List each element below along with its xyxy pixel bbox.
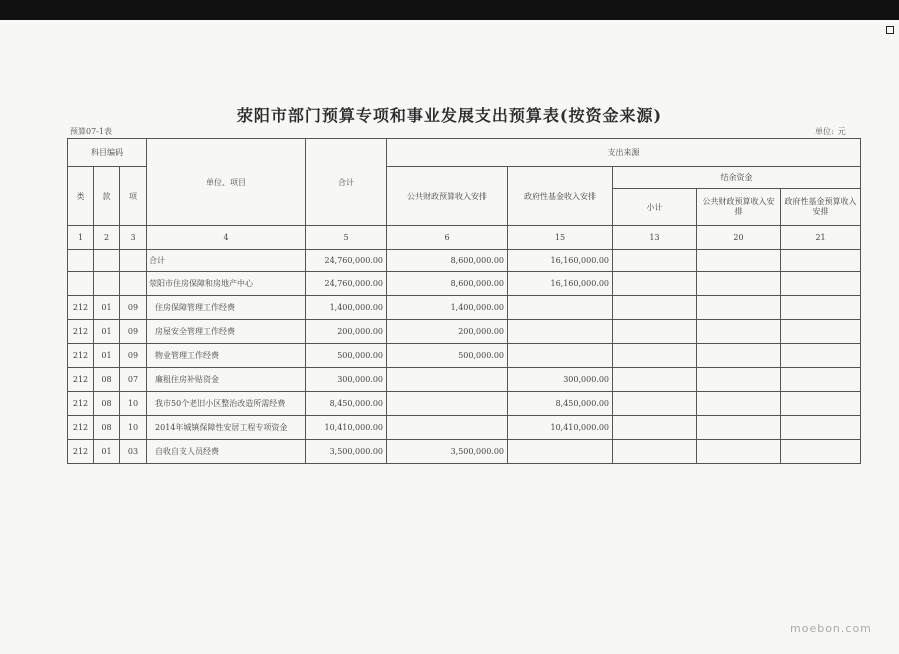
cell-total: 200,000.00 bbox=[306, 320, 387, 344]
budget-table bbox=[67, 138, 861, 464]
cell-name: 2014年城镇保障性安居工程专项资金 bbox=[147, 416, 306, 440]
cell-public bbox=[387, 416, 508, 440]
cell-lei: 212 bbox=[68, 368, 94, 392]
cell-total: 24,760,000.00 bbox=[306, 272, 387, 296]
cell-lei: 212 bbox=[68, 344, 94, 368]
cell-lei bbox=[68, 272, 94, 296]
lei-header: 类 bbox=[68, 167, 94, 226]
cell-fund: 8,450,000.00 bbox=[508, 392, 613, 416]
cell-kuan bbox=[94, 272, 120, 296]
cell-name: 荥阳市住房保障和房地产中心 bbox=[147, 272, 306, 296]
subject-code-header: 科目编码 bbox=[68, 139, 147, 167]
cell-name: 合计 bbox=[147, 250, 306, 272]
cell-name: 廉租住房补贴资金 bbox=[147, 368, 306, 392]
table-row bbox=[68, 440, 861, 464]
cell-fund: 10,410,000.00 bbox=[508, 416, 613, 440]
cell-total: 24,760,000.00 bbox=[306, 250, 387, 272]
cell-fund bbox=[508, 296, 613, 320]
cell-lei bbox=[68, 250, 94, 272]
cell-xiang bbox=[120, 272, 147, 296]
cell-fund: 16,160,000.00 bbox=[508, 272, 613, 296]
cell-lei: 212 bbox=[68, 416, 94, 440]
cell-carryover-public bbox=[697, 250, 781, 272]
gov-fund-header: 政府性基金收入安排 bbox=[508, 167, 613, 226]
cell-lei: 212 bbox=[68, 320, 94, 344]
cell-total: 1,400,000.00 bbox=[306, 296, 387, 320]
cell-subtotal bbox=[613, 440, 697, 464]
cell-xiang: 09 bbox=[120, 344, 147, 368]
cell-kuan: 01 bbox=[94, 440, 120, 464]
unit-label-text: 单位: bbox=[815, 127, 834, 136]
cell-lei: 212 bbox=[68, 392, 94, 416]
cell-subtotal bbox=[613, 272, 697, 296]
cell-name: 住房保障管理工作经费 bbox=[147, 296, 306, 320]
table-row bbox=[68, 250, 861, 272]
cell-subtotal bbox=[613, 320, 697, 344]
cell-name: 房屋安全管理工作经费 bbox=[147, 320, 306, 344]
cell-lei: 212 bbox=[68, 296, 94, 320]
cell-carryover-fund bbox=[781, 416, 861, 440]
index-cell: 20 bbox=[697, 226, 781, 250]
cell-fund bbox=[508, 440, 613, 464]
unit-label bbox=[815, 126, 846, 137]
cell-kuan: 01 bbox=[94, 320, 120, 344]
unit-value: 元 bbox=[837, 127, 846, 136]
cell-public: 8,600,000.00 bbox=[387, 250, 508, 272]
cell-subtotal bbox=[613, 296, 697, 320]
table-row bbox=[68, 368, 861, 392]
cell-xiang: 09 bbox=[120, 320, 147, 344]
cell-public: 500,000.00 bbox=[387, 344, 508, 368]
cell-total: 3,500,000.00 bbox=[306, 440, 387, 464]
index-cell: 4 bbox=[147, 226, 306, 250]
index-cell: 2 bbox=[94, 226, 120, 250]
cell-kuan: 08 bbox=[94, 416, 120, 440]
table-row bbox=[68, 344, 861, 368]
cell-total: 8,450,000.00 bbox=[306, 392, 387, 416]
cell-carryover-fund bbox=[781, 368, 861, 392]
cell-public: 200,000.00 bbox=[387, 320, 508, 344]
cell-subtotal bbox=[613, 368, 697, 392]
cell-fund bbox=[508, 320, 613, 344]
cell-total: 300,000.00 bbox=[306, 368, 387, 392]
cell-xiang bbox=[120, 250, 147, 272]
table-row bbox=[68, 296, 861, 320]
cell-public: 1,400,000.00 bbox=[387, 296, 508, 320]
cell-carryover-public bbox=[697, 272, 781, 296]
cell-total: 500,000.00 bbox=[306, 344, 387, 368]
cell-kuan: 01 bbox=[94, 296, 120, 320]
cell-carryover-public bbox=[697, 392, 781, 416]
table-row bbox=[68, 272, 861, 296]
header-row-1 bbox=[68, 139, 861, 167]
cell-carryover-fund bbox=[781, 344, 861, 368]
cell-carryover-public bbox=[697, 344, 781, 368]
cell-carryover-fund bbox=[781, 250, 861, 272]
index-cell: 21 bbox=[781, 226, 861, 250]
cell-carryover-public bbox=[697, 368, 781, 392]
kuan-header: 款 bbox=[94, 167, 120, 226]
index-cell: 3 bbox=[120, 226, 147, 250]
cell-subtotal bbox=[613, 392, 697, 416]
cell-fund bbox=[508, 344, 613, 368]
funding-source-header: 支出来源 bbox=[387, 139, 861, 167]
cell-kuan: 08 bbox=[94, 392, 120, 416]
cell-subtotal bbox=[613, 250, 697, 272]
cell-public: 8,600,000.00 bbox=[387, 272, 508, 296]
index-cell: 15 bbox=[508, 226, 613, 250]
scan-corner-mark bbox=[886, 26, 894, 34]
watermark: moebon.com bbox=[790, 622, 872, 635]
index-row bbox=[68, 226, 861, 250]
cell-subtotal bbox=[613, 416, 697, 440]
cell-kuan bbox=[94, 250, 120, 272]
cell-carryover-fund bbox=[781, 440, 861, 464]
cell-xiang: 07 bbox=[120, 368, 147, 392]
carryover-header: 结余资金 bbox=[613, 167, 861, 189]
cell-name: 物业管理工作经费 bbox=[147, 344, 306, 368]
cell-subtotal bbox=[613, 344, 697, 368]
cell-xiang: 09 bbox=[120, 296, 147, 320]
cell-lei: 212 bbox=[68, 440, 94, 464]
total-header: 合计 bbox=[306, 139, 387, 226]
subtotal-header: 小计 bbox=[613, 189, 697, 226]
cell-xiang: 10 bbox=[120, 416, 147, 440]
table-row bbox=[68, 416, 861, 440]
cell-name: 我市50个老旧小区整治改造所需经费 bbox=[147, 392, 306, 416]
cell-public bbox=[387, 368, 508, 392]
cell-carryover-fund bbox=[781, 272, 861, 296]
cell-xiang: 03 bbox=[120, 440, 147, 464]
cell-xiang: 10 bbox=[120, 392, 147, 416]
form-number: 预算07-1表 bbox=[70, 127, 112, 136]
document-title: 荥阳市部门预算专项和事业发展支出预算表(按资金来源) bbox=[236, 106, 663, 125]
scan-border bbox=[0, 0, 899, 20]
index-cell: 13 bbox=[613, 226, 697, 250]
public-finance-header: 公共财政预算收入安排 bbox=[387, 167, 508, 226]
cell-carryover-public bbox=[697, 440, 781, 464]
table-row bbox=[68, 392, 861, 416]
cell-carryover-fund bbox=[781, 296, 861, 320]
cell-public: 3,500,000.00 bbox=[387, 440, 508, 464]
cell-carryover-fund bbox=[781, 392, 861, 416]
cell-carryover-public bbox=[697, 296, 781, 320]
cell-total: 10,410,000.00 bbox=[306, 416, 387, 440]
cell-carryover-public bbox=[697, 320, 781, 344]
cell-fund: 16,160,000.00 bbox=[508, 250, 613, 272]
cell-kuan: 08 bbox=[94, 368, 120, 392]
cell-fund: 300,000.00 bbox=[508, 368, 613, 392]
table-body bbox=[68, 250, 861, 464]
cell-name: 自收自支人员经费 bbox=[147, 440, 306, 464]
table-row bbox=[68, 320, 861, 344]
cell-public bbox=[387, 392, 508, 416]
xiang-header: 项 bbox=[120, 167, 147, 226]
carryover-fund-header: 政府性基金预算收入安排 bbox=[781, 189, 861, 226]
carryover-public-header: 公共财政预算收入安排 bbox=[697, 189, 781, 226]
cell-carryover-fund bbox=[781, 320, 861, 344]
index-cell: 6 bbox=[387, 226, 508, 250]
cell-kuan: 01 bbox=[94, 344, 120, 368]
cell-carryover-public bbox=[697, 416, 781, 440]
index-cell: 5 bbox=[306, 226, 387, 250]
unit-item-header: 单位、项目 bbox=[147, 139, 306, 226]
index-cell: 1 bbox=[68, 226, 94, 250]
